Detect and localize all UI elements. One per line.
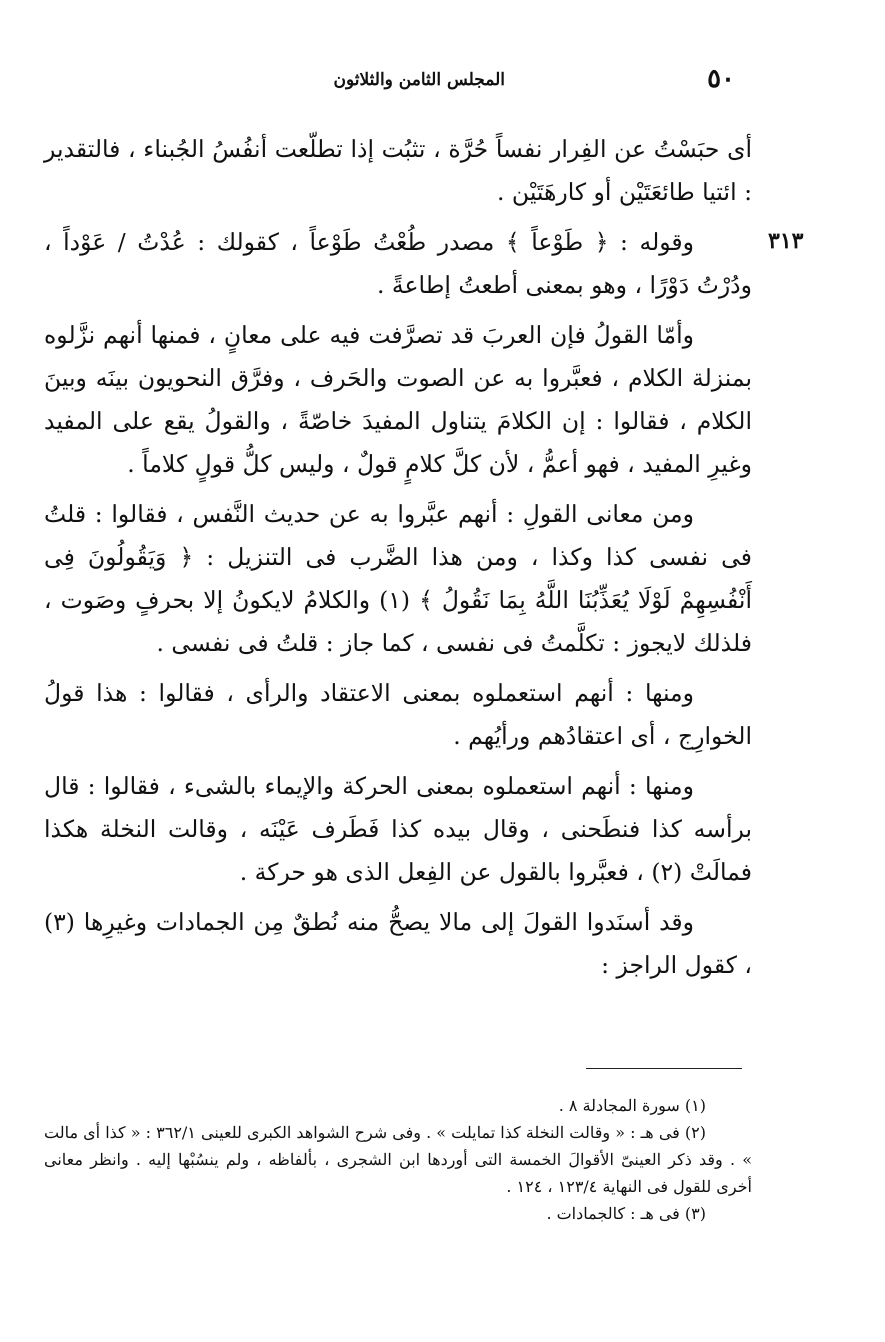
paragraph-1: أى حبَسْتُ عن الفِرار نفساً حُرَّة ، تثبُت إذا تطلّعت أنفُسُ الجُبناء ، فالتقدير : ائتيا طائعَتَيْن أو كارهَتَيْن . (44, 135, 752, 206)
main-text (44, 128, 752, 994)
footnote-1: (١) سورة المجادلة ٨ . (558, 1096, 706, 1115)
margin-reference-number: ٣١٣ (768, 228, 804, 254)
footnote-3: (٣) فى هـ : كالجمادات . (546, 1204, 706, 1223)
paragraph-2: وقوله : ﴿ طَوْعاً ﴾ مصدر طُعْتُ طَوْعاً ، كقولك : عُدْتُ / عَوْداً ، ودُرْتُ دَوْرًا ، وهو بمعنى أطعتُ إطاعةً . (44, 228, 752, 299)
footnote-2: (٢) فى هـ : « وقالت النخلة كذا تمايلت » . وفى شرح الشواهد الكبرى للعينى ٣٦٢/١ : « كذا أى مالت » . وقد ذكر العينىّ الأقوالَ الخمسة التى أوردها ابن الشجرى ، بألفاظه ، ولم ينسُبْها إليه . وانظر معانى أخرى للقول فى النهاية ١٢٣/٤ ، ١٢٤ . (44, 1123, 752, 1196)
paragraph-5: ومنها : أنهم استعملوه بمعنى الاعتقاد والرأى ، فقالوا : هذا قولُ الخوارِج ، أى اعتقادُهم ورأيُهم . (44, 679, 752, 750)
footnotes (44, 1092, 752, 1227)
page-number: ٥٠ (707, 64, 735, 94)
paragraph-6: ومنها : أنهم استعملوه بمعنى الحركة والإيماء بالشىء ، فقالوا : قال برأسه كذا فنطَحنى ، وقال بيده كذا فَطَرف عَيْنَه ، وقالت النخلة هكذا فمالَتْ (٢) ، فعبَّروا بالقول عن الفِعل الذى هو حركة . (44, 772, 752, 886)
footnote-divider (586, 1068, 742, 1069)
paragraph-4: ومن معانى القولِ : أنهم عبَّروا به عن حديث النَّفس ، فقالوا : قلتُ فى نفسى كذا وكذا ، ومن هذا الضَّرب فى التنزيل : ﴿ وَيَقُولُونَ فِى أَنْفُسِهِمْ لَوْلَا يُعَذِّبُنَا اللَّهُ بِمَا نَقُولُ ﴾ (١) والكلامُ لايكونُ إلا بحرفٍ وصَوت ، فلذلك لايجوز : تكلَّمتُ فى نفسى ، كما جاز : قلتُ فى نفسى . (44, 500, 753, 657)
running-title: المجلس الثامن والثلاثون (333, 70, 505, 90)
page-header (300, 62, 735, 102)
paragraph-3: وأمّا القولُ فإن العربَ قد تصرَّفت فيه على معانٍ ، فمنها أنهم نزَّلوه بمنزلة الكلام ، فعبَّروا به عن الصوت والحَرف ، وفرَّق النحويون بينَه وبينَ الكلام ، فقالوا : إن الكلامَ يتناول المفيدَ خاصّةً ، والقولُ يقع على المفيد وغيرِ المفيد ، فهو أعمُّ ، لأن كلَّ كلامٍ قولٌ ، وليس كلُّ قولٍ كلاماً . (44, 321, 752, 478)
paragraph-7: وقد أسنَدوا القولَ إلى مالا يصحُّ منه نُطقٌ مِن الجمادات وغيرِها (٣) ، كقول الراجز : (44, 908, 752, 979)
